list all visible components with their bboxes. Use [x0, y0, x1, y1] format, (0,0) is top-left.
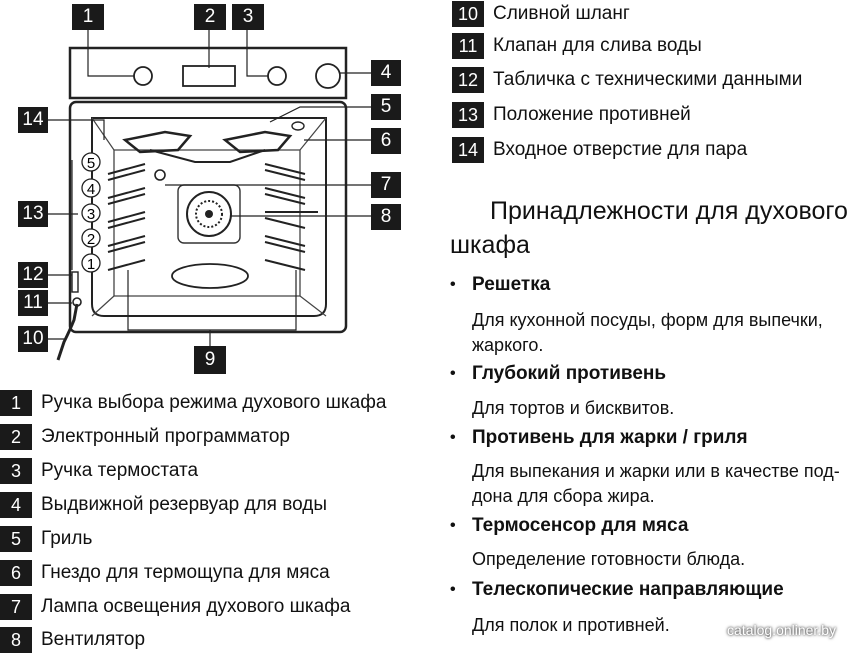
- legend-num: 10: [452, 1, 484, 27]
- legend-item-14: [452, 136, 747, 164]
- legend-text: Клапан для слива воды: [493, 35, 702, 56]
- accessory-item: [450, 274, 850, 296]
- legend-num: 5: [0, 526, 32, 552]
- legend-item-7: [0, 593, 350, 621]
- oven-lamp: [155, 170, 165, 180]
- shelf-level-1: 1: [86, 256, 96, 273]
- programmer-display: [183, 66, 235, 86]
- callout-12: 12: [18, 262, 48, 288]
- accessory-item: [450, 515, 850, 537]
- legend-num: 2: [0, 424, 32, 450]
- bullet-icon: •: [450, 365, 456, 382]
- legend-text: Гнездо для термощупа для мяса: [41, 562, 330, 583]
- legend-num: 11: [452, 33, 484, 59]
- legend-item-11: [452, 32, 702, 60]
- legend-text: Электронный программатор: [41, 426, 290, 447]
- bottom-element: [172, 264, 248, 288]
- legend-item-12: [452, 66, 802, 94]
- legend-text: Ручка выбора режима духового шкафа: [41, 392, 387, 413]
- callout-4: 4: [371, 60, 401, 86]
- legend-text: Сливной шланг: [493, 3, 630, 24]
- accessory-desc: Для выпекания и жарки или в качестве под-дона для сбора жира.: [472, 461, 840, 506]
- shelf-level-4: 4: [86, 181, 96, 198]
- accessory-item: [450, 579, 850, 601]
- legend-text: Положение противней: [493, 104, 691, 125]
- legend-text: Гриль: [41, 528, 93, 549]
- callout-6: 6: [371, 128, 401, 154]
- legend-item-8: [0, 626, 145, 654]
- callout-11: 11: [18, 290, 48, 316]
- legend-num: 8: [0, 627, 32, 653]
- accessory-desc: Для тортов и бисквитов.: [472, 398, 675, 418]
- legend-item-6: [0, 559, 330, 587]
- legend-item-13: [452, 101, 691, 129]
- legend-num: 3: [0, 458, 32, 484]
- legend-text: Лампа освещения духового шкафа: [41, 596, 351, 617]
- probe-socket: [292, 122, 304, 130]
- accessory-item: [450, 363, 850, 385]
- accessory-desc: Определение готовности блюда.: [472, 549, 746, 569]
- bullet-icon: •: [450, 429, 456, 446]
- accessory-desc: Для полок и противней.: [472, 615, 670, 635]
- callout-2: 2: [194, 4, 226, 30]
- callout-1: 1: [72, 4, 104, 30]
- accessory-name: Противень для жарки / гриля: [472, 427, 748, 448]
- shelf-level-5: 5: [86, 155, 96, 172]
- grill-element: [125, 132, 290, 152]
- watermark: catalog.onliner.by: [727, 622, 836, 638]
- legend-num: 7: [0, 594, 32, 620]
- legend-text: Табличка с техническими данными: [493, 69, 803, 90]
- callout-14: 14: [18, 107, 48, 133]
- bullet-icon: •: [450, 276, 456, 293]
- shelf-level-2: 2: [86, 231, 96, 248]
- shelf-level-3: 3: [86, 206, 96, 223]
- legend-item-3: [0, 457, 198, 485]
- accessory-item: [450, 427, 850, 449]
- control-panel: [70, 48, 346, 98]
- legend-item-4: [0, 491, 327, 519]
- accessories-title: Принадлежности для духового шкафа: [450, 197, 848, 259]
- bullet-icon: •: [450, 517, 456, 534]
- accessory-name: Решетка: [472, 274, 551, 295]
- legend-text: Вентилятор: [41, 629, 146, 650]
- callout-7: 7: [371, 172, 401, 198]
- rating-plate: [72, 272, 78, 292]
- legend-item-1: [0, 389, 386, 417]
- accessory-desc: Для кухонной посуды, форм для выпечки, жаркого.: [472, 310, 823, 355]
- shelf-levels: [82, 153, 100, 273]
- legend-num: 1: [0, 390, 32, 416]
- legend-num: 12: [452, 67, 484, 93]
- accessory-name: Глубокий противень: [472, 363, 667, 384]
- accessory-name: Телескопические направляющие: [472, 579, 784, 600]
- legend-item-10: [452, 0, 630, 28]
- mode-knob: [134, 67, 152, 85]
- callout-8: 8: [371, 204, 401, 230]
- callout-13: 13: [18, 201, 48, 227]
- legend-num: 6: [0, 560, 32, 586]
- bullet-icon: •: [450, 581, 456, 598]
- legend-text: Выдвижной резервуар для воды: [41, 494, 328, 515]
- callout-9: 9: [194, 346, 226, 374]
- callout-5: 5: [371, 94, 401, 120]
- legend-item-5: [0, 525, 92, 553]
- right-rails: [265, 164, 318, 270]
- legend-num: 14: [452, 137, 484, 163]
- callout-10: 10: [18, 326, 48, 352]
- callout-3: 3: [232, 4, 264, 30]
- legend-num: 4: [0, 492, 32, 518]
- thermostat-knob: [268, 67, 286, 85]
- legend-text: Входное отверстие для пара: [493, 139, 748, 160]
- legend-num: 13: [452, 102, 484, 128]
- legend-item-2: [0, 423, 290, 451]
- water-tank: [316, 64, 340, 88]
- accessory-name: Термосенсор для мяса: [472, 515, 689, 536]
- legend-text: Ручка термостата: [41, 460, 199, 481]
